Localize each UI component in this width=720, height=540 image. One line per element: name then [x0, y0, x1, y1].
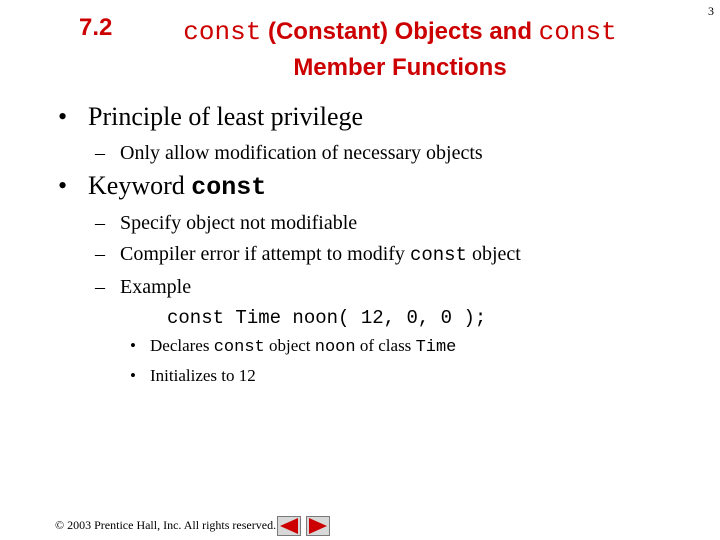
sub-bullet-specify	[95, 212, 357, 235]
dash-icon: –	[95, 276, 105, 298]
next-slide-button[interactable]	[306, 516, 330, 536]
copyright-text: 2003 Prentice Hall, Inc. All rights reserved.	[64, 518, 277, 532]
example-code-line: const Time noon( 12, 0, 0 );	[167, 307, 487, 329]
bullet-keyword-const	[58, 171, 266, 202]
section-number: 7.2	[79, 14, 113, 41]
sub-bullet-compiler-error	[95, 243, 521, 266]
detail-text-c: of class	[355, 336, 416, 355]
dash-icon: –	[95, 142, 105, 164]
detail-declares	[130, 336, 456, 357]
bullet-dot-icon: •	[130, 336, 136, 355]
title-text: (Constant) Objects and	[261, 18, 539, 45]
bullet-code-const: const	[191, 173, 267, 202]
detail-text: Initializes to 12	[150, 366, 256, 385]
detail-code-time: Time	[415, 338, 457, 357]
left-triangle-icon	[277, 516, 301, 536]
title-code-const-1: const	[183, 17, 262, 47]
detail-initializes	[130, 366, 256, 386]
sub-bullet-tail: object	[466, 243, 521, 265]
bullet-dot-icon: •	[58, 171, 68, 200]
copyright-footer	[55, 518, 276, 533]
prev-slide-button[interactable]	[277, 516, 301, 536]
dash-icon: –	[95, 212, 105, 234]
sub-bullet-only-allow	[95, 142, 483, 165]
detail-code-noon: noon	[314, 338, 356, 357]
page-number: 3	[708, 4, 714, 18]
bullet-least-privilege	[58, 102, 363, 132]
slide-title	[150, 14, 650, 86]
bullet-dot-icon: •	[130, 366, 136, 385]
sub-bullet-text: Only allow modification of necessary objects	[120, 142, 483, 164]
slide-title-line-1	[150, 14, 650, 50]
title-code-const-2: const	[538, 17, 617, 47]
bullet-text: Principle of least privilege	[88, 102, 364, 131]
right-triangle-icon	[306, 516, 330, 536]
slide-title-line-2: Member Functions	[293, 54, 507, 81]
dash-icon: –	[95, 243, 105, 265]
bullet-text: Keyword	[88, 171, 192, 200]
sub-bullet-text: Specify object not modifiable	[120, 212, 358, 234]
detail-text-b: object	[264, 336, 315, 355]
sub-bullet-text: Compiler error if attempt to modify	[120, 243, 410, 265]
detail-code-const: const	[213, 338, 265, 357]
sub-bullet-text: Example	[120, 276, 192, 298]
bullet-dot-icon: •	[58, 102, 68, 131]
copyright-icon: ©	[55, 518, 65, 532]
sub-bullet-example	[95, 276, 191, 299]
detail-text-a: Declares	[150, 336, 214, 355]
sub-bullet-code-const: const	[409, 244, 467, 266]
